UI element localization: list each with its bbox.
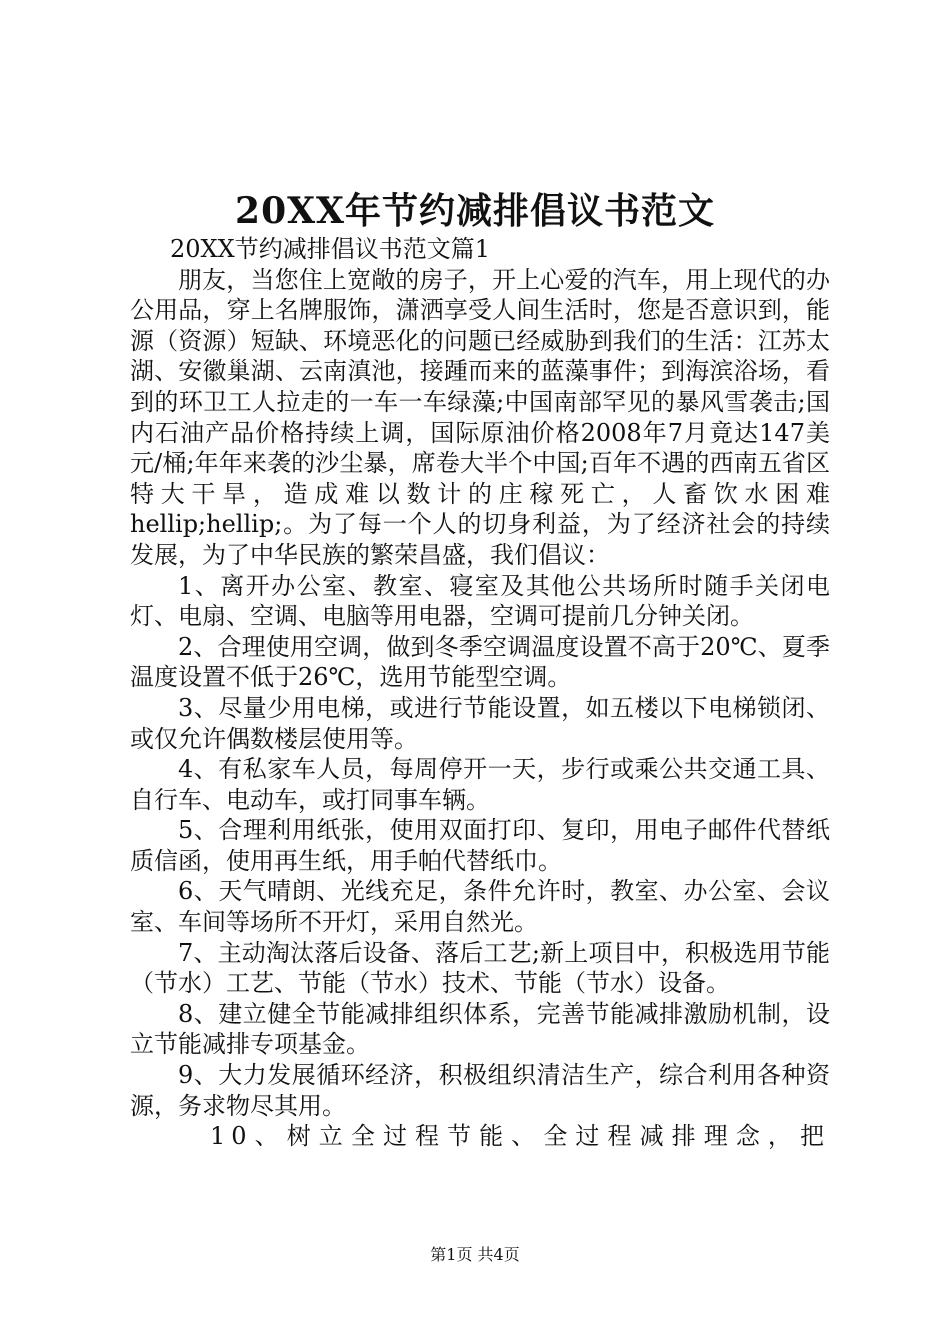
- proposal-item-4: 4、有私家车人员，每周停开一天，步行或乘公共交通工具、自行车、电动车，或打同事车辆。: [130, 755, 830, 814]
- proposal-item-8: 8、建立健全节能减排组织体系，完善节能减排激励机制，设立节能减排专项基金。: [130, 999, 830, 1059]
- proposal-item-5: 5、合理利用纸张，使用双面打印、复印，用电子邮件代替纸质信函，使用再生纸，用手帕代替纸巾。: [130, 816, 830, 875]
- intro-paragraph: 朋友，当您住上宽敞的房子，开上心爱的汽车，用上现代的办公用品，穿上名牌服饰，潇洒享受人间生活时，您是否意识到，能源（资源）短缺、环境恶化的问题已经威胁到我们的生活：江苏太湖、安徽巢湖、云南滇池，接踵而来的蓝藻事件；到海滨浴场，看到的环卫工人拉走的一车一车绿藻;中国南部罕见的暴风雪袭击;国内石油产品价格持续上调，国际原油价格2008年7月竟达147美元/桶;年年来袭的沙尘暴，席卷大半个中国;百年不遇的西南五省区特大干旱，造成难以数计的庄稼死亡，人畜饮水困难hellip;hellip;。为了每一个人的切身利益，为了经济社会的持续发展，为了中华民族的繁荣昌盛，我们倡议：: [130, 265, 830, 569]
- document-title: 20XX年节约减排倡议书范文: [235, 190, 715, 232]
- proposal-item-2: 2、合理使用空调，做到冬季空调温度设置不高于20℃、夏季温度设置不低于26℃，选用节能型空调。: [130, 632, 830, 692]
- page-footer: 第1页 共4页: [430, 1245, 520, 1264]
- proposal-item-1: 1、离开办公室、教室、寝室及其他公共场所时随手关闭电灯、电扇、空调、电脑等用电器，空调可提前几分钟关闭。: [130, 571, 830, 631]
- proposal-item-9: 9、大力发展循环经济，积极组织清洁生产，综合利用各种资源，务求物尽其用。: [130, 1061, 830, 1120]
- proposal-item-6: 6、天气晴朗、光线充足，条件允许时，教室、办公室、会议室、车间等场所不开灯，采用自然光。: [130, 877, 830, 937]
- proposal-item-10: 10、树立全过程节能、全过程减排理念，把: [210, 1122, 830, 1151]
- proposal-item-7: 7、主动淘汰落后设备、落后工艺;新上项目中，积极选用节能（节水）工艺、节能（节水）技术、节能（节水）设备。: [130, 938, 830, 998]
- proposal-item-3: 3、尽量少用电梯，或进行节能设置，如五楼以下电梯锁闭、或仅允许偶数楼层使用等。: [130, 693, 830, 753]
- section-subheading: 20XX节约减排倡议书范文篇1: [170, 235, 490, 263]
- document-body: [130, 234, 830, 1152]
